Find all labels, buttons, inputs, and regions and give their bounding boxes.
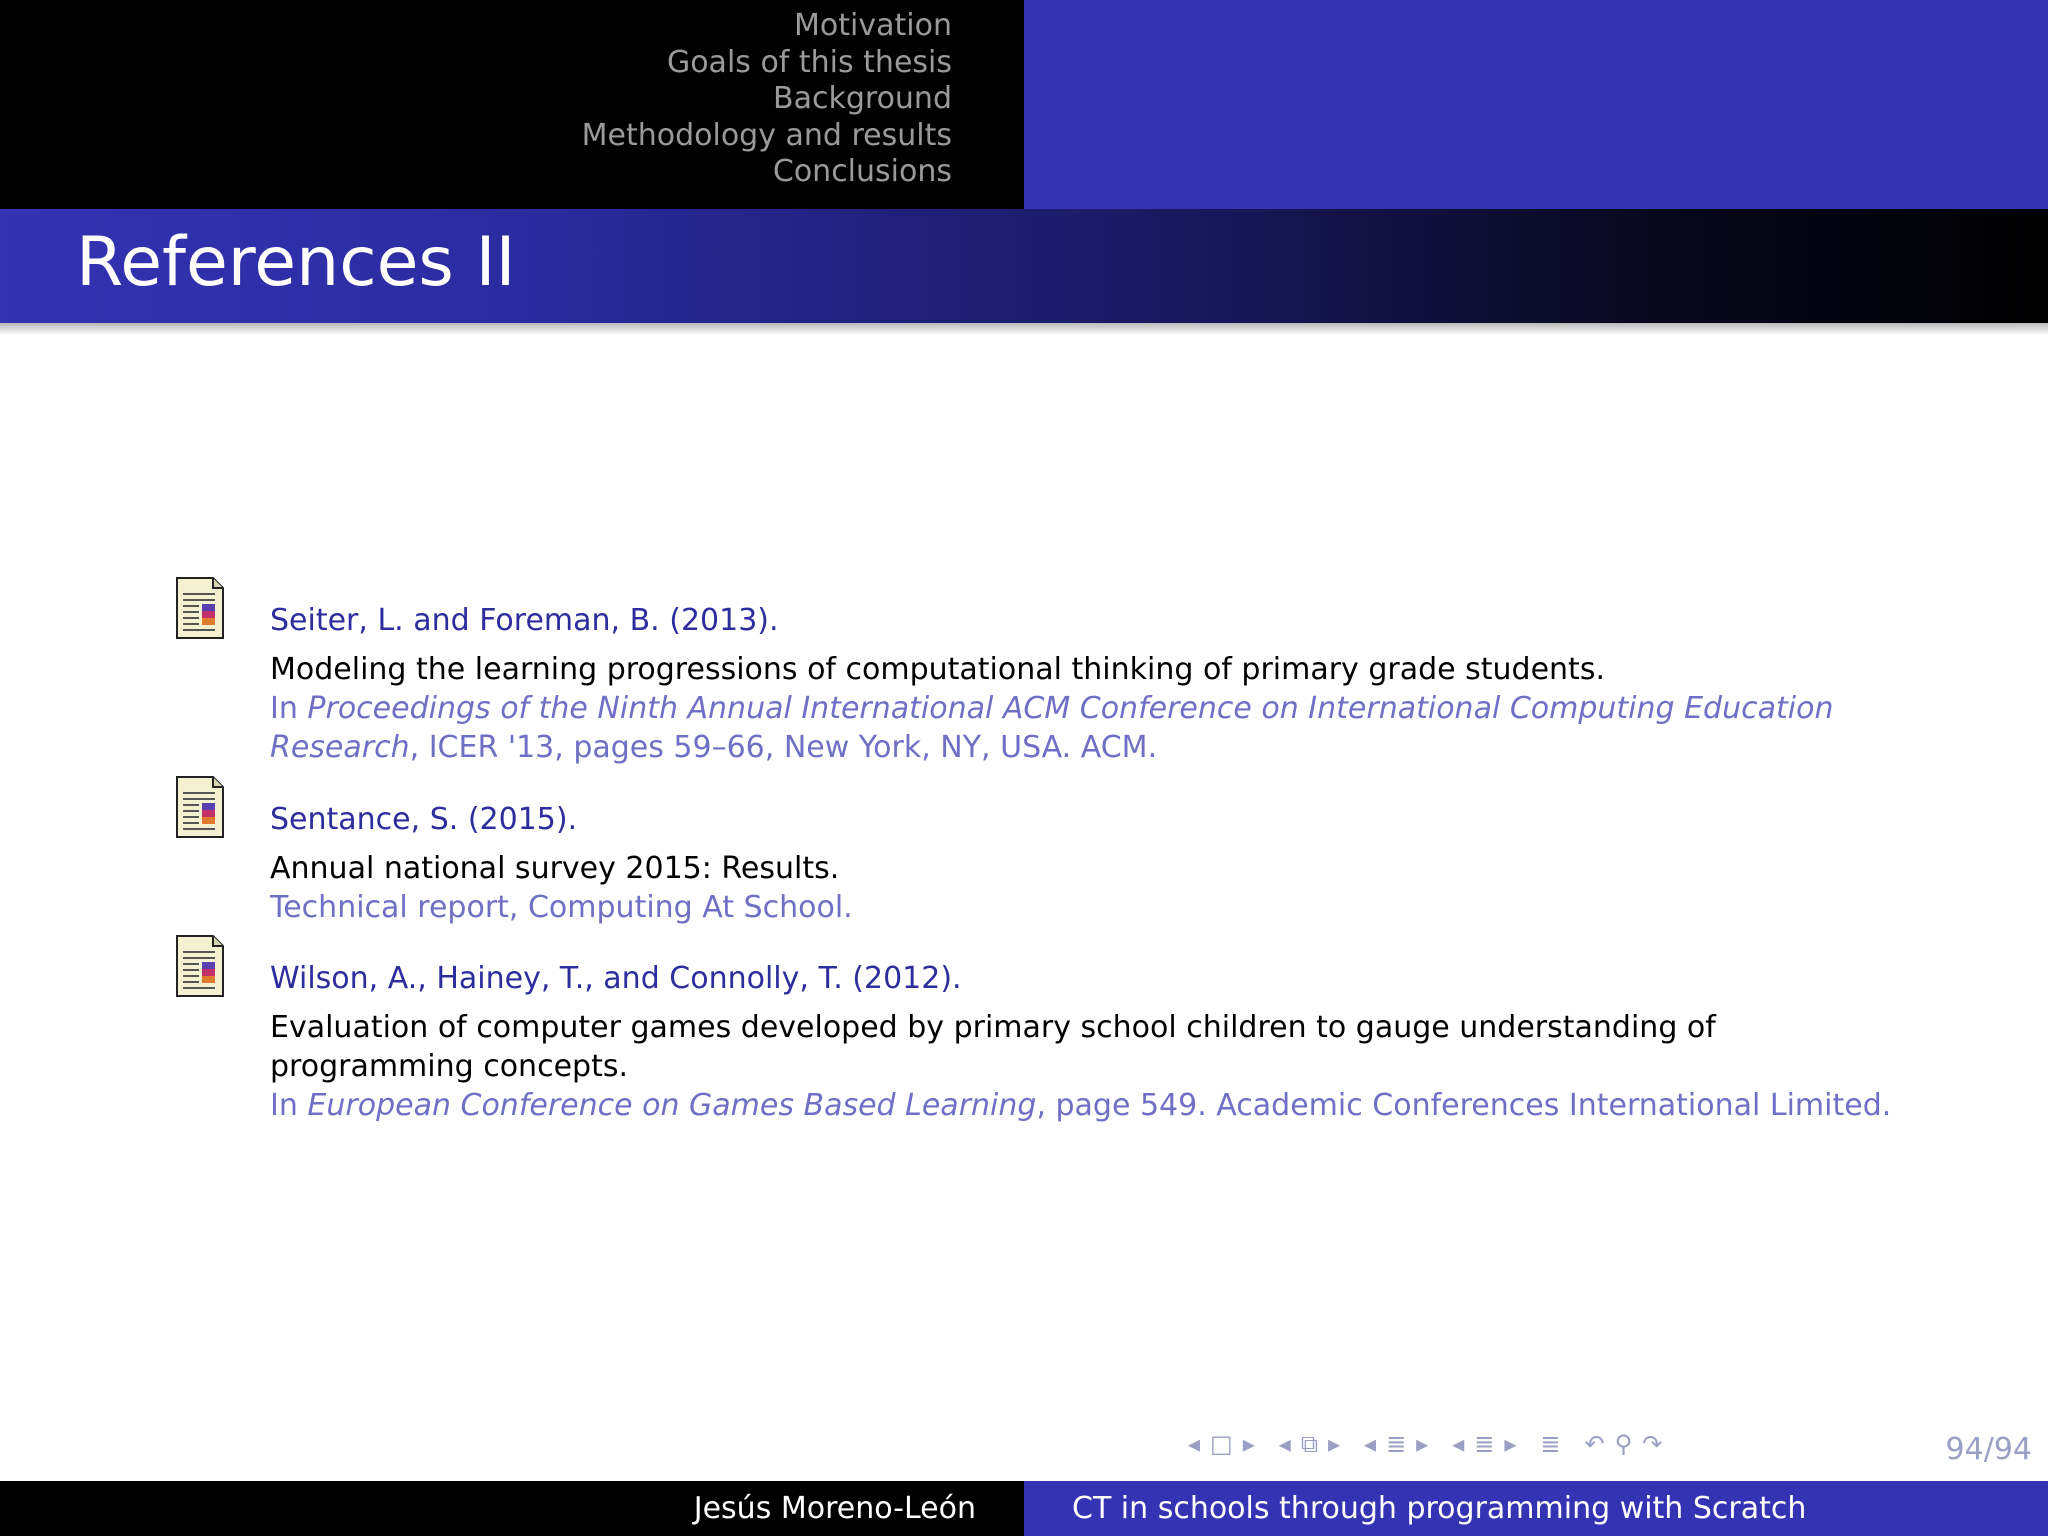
reference-text [270,959,1920,1125]
redo-icon[interactable]: ↷ [1642,1430,1663,1458]
reference-venue: In European Conference on Games Based Learning, page 549. Academic Conferences International Limited. [270,1088,1892,1123]
reference-authors: Wilson, A., Hainey, T., and Connolly, T. (2012). [270,961,962,996]
footer-right-panel [1024,1481,2048,1536]
article-icon [175,775,225,839]
reference-venue: Technical report, Computing At School. [270,890,853,925]
frame-icon[interactable]: □ [1210,1430,1233,1458]
reference-venue-continued: Research, ICER '13, pages 59–66, New York, NY, USA. ACM. [270,730,1158,765]
footer-left-panel [0,1481,1024,1536]
reference-title-continued: programming concepts. [270,1049,628,1084]
nav-item-background[interactable]: Background [773,81,952,116]
nav-next-frame-icon[interactable]: ▸ [1242,1430,1255,1458]
reference-venue: In Proceedings of the Ninth Annual International ACM Conference on International Computing Education [270,691,1834,726]
reference-authors: Seiter, L. and Foreman, B. (2013). [270,603,779,638]
document-icon[interactable]: ≣ [1540,1430,1561,1458]
nav-prev-frame-icon[interactable]: ◂ [1188,1430,1201,1458]
section-icon[interactable]: ≣ [1386,1430,1407,1458]
frame-title: References II [76,223,516,302]
nav-prev-part-icon[interactable]: ◂ [1452,1430,1465,1458]
subsection-icon[interactable]: ⧉ [1300,1430,1318,1458]
reference-text [270,800,1920,927]
nav-item-motivation[interactable]: Motivation [794,8,952,43]
nav-next-section-icon[interactable]: ▸ [1416,1430,1429,1458]
nav-next-subsection-icon[interactable]: ▸ [1327,1430,1341,1458]
nav-item-methodology[interactable]: Methodology and results [581,117,952,153]
reference-text [270,601,1920,767]
navigation-symbols [1188,1428,1672,1460]
reference-title: Modeling the learning progressions of computational thinking of primary grade students. [270,652,1605,687]
reference-authors: Sentance, S. (2015). [270,802,578,837]
article-icon [175,934,225,998]
nav-prev-subsection-icon[interactable]: ◂ [1278,1430,1291,1458]
page-number: 94/94 [1945,1432,2032,1467]
footer-short-title: CT in schools through programming with Scratch [1072,1491,1807,1526]
nav-prev-section-icon[interactable]: ◂ [1364,1430,1377,1458]
undo-icon[interactable]: ↶ [1584,1430,1605,1458]
nav-item-conclusions[interactable]: Conclusions [772,154,952,189]
nav-next-part-icon[interactable]: ▸ [1504,1430,1517,1458]
reference-title: Annual national survey 2015: Results. [270,851,840,886]
nav-item-goals[interactable]: Goals of this thesis [666,44,952,80]
article-icon [175,576,225,640]
footer-author: Jesús Moreno-León [693,1491,976,1526]
footer [0,1481,2048,1536]
part-icon[interactable]: ≣ [1474,1430,1495,1458]
search-icon[interactable]: ⚲ [1614,1430,1633,1458]
reference-title: Evaluation of computer games developed by primary school children to gauge understanding of [270,1010,1716,1045]
